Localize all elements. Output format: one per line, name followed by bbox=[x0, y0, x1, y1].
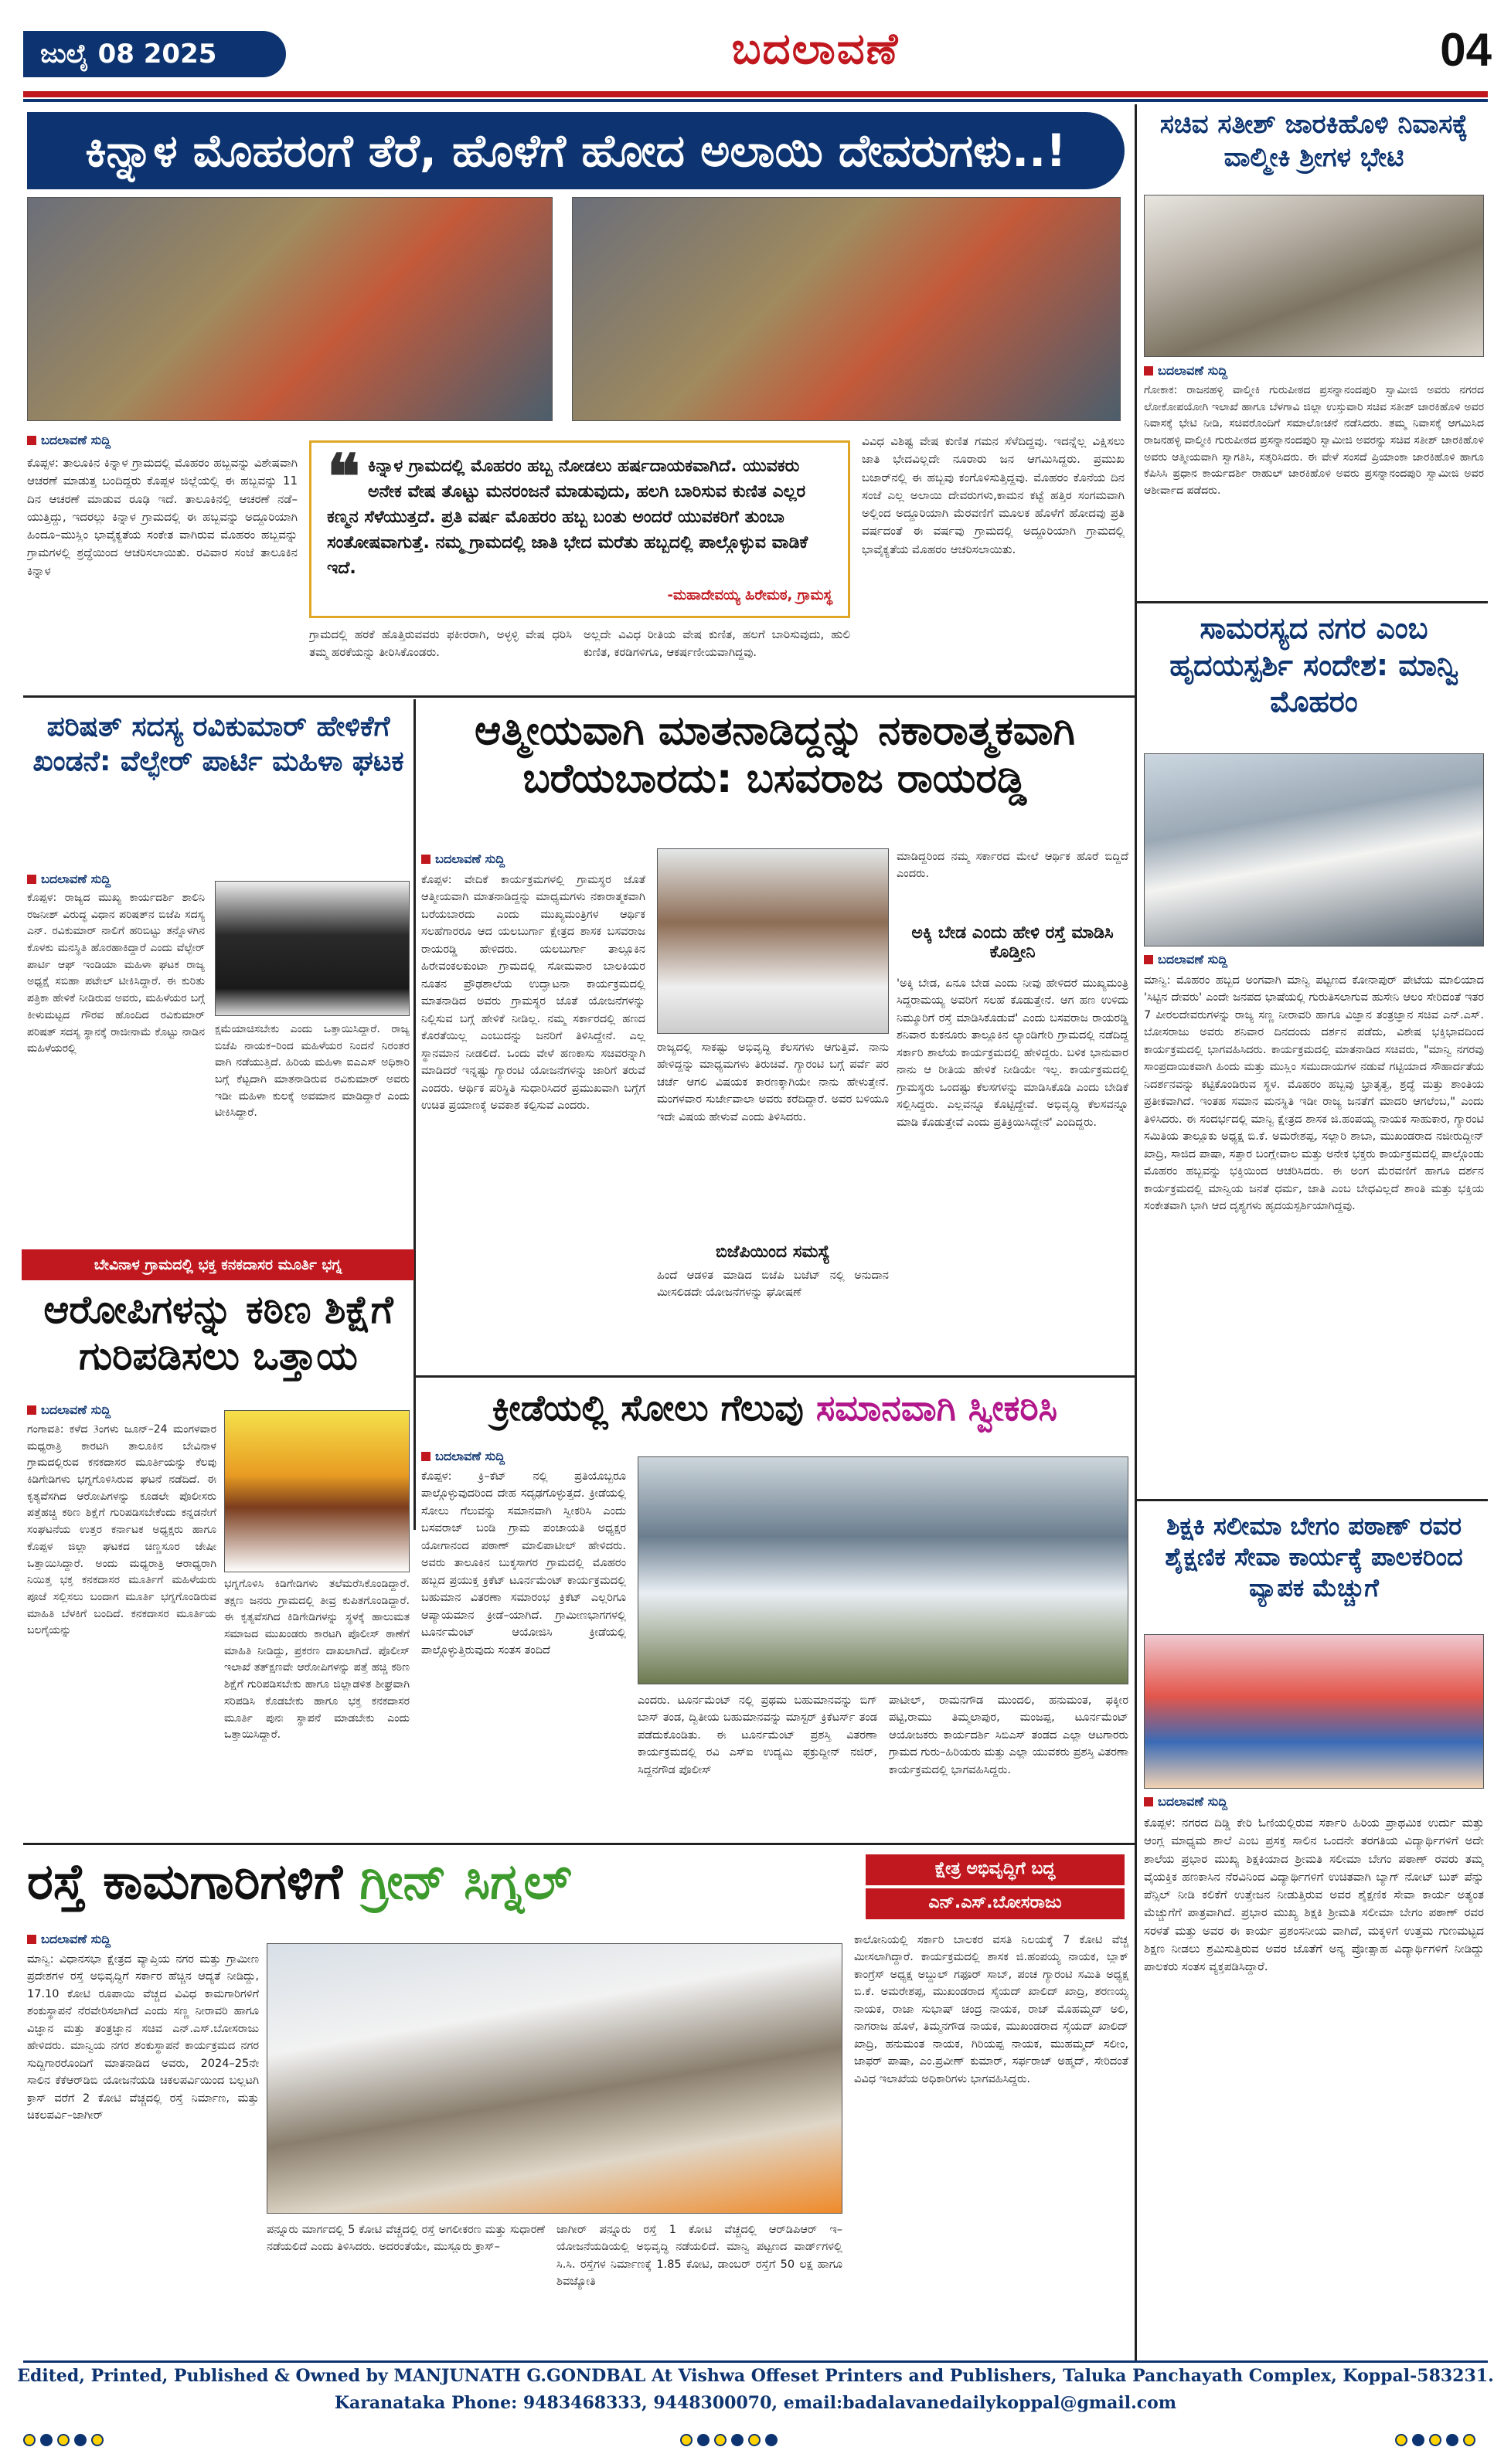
quote-text: ಕಿನ್ನಾಳ ಗ್ರಾಮದಲ್ಲಿ ಮೊಹರಂ ಹಬ್ಬ ನೋಡಲು ಹರ್ಷದಾಯಕವಾಗಿದೆ. ಯುವಕರು ಅನೇಕ ವೇಷ ತೊಟ್ಟು ಮನರಂಜನೆ ಮಾಡುವುದು, ಹಲಗಿ ಬಾರಿಸುವ ಕುಣಿತ ಎಲ್ಲರ ಕಣ್ಮನ ಸೆಳೆಯುತ್ತದೆ. ಪ್ರತಿ ವರ್ಷ ಮೊಹರಂ ಹಬ್ಬ ಬಂತು ಅಂದರೆ ಯುವಕರಿಗೆ ತುಂಬಾ ಸಂತೋಷವಾಗುತ್ತೆ. ನಮ್ಮ ಗ್ರಾಮದಲ್ಲಿ ಜಾತಿ ಭೇದ ಮರೆತು ಹಬ್ಬದಲ್ಲಿ ಪಾಲ್ಗೊಳ್ಳುವ ವಾಡಿಕೆ ಇದೆ. bbox=[327, 457, 808, 578]
quote-box bbox=[309, 440, 850, 618]
lead-headline-text: ಕಿನ್ನಾಳ ಮೊಹರಂಗೆ ತೆರೆ, ಹೊಳೆಗೆ ಹೋದ ಅಲಾಯಿ ದೇವರುಗಳು..! bbox=[85, 124, 1067, 177]
rayareddy-body1: ಕೊಪ್ಪಳ: ವೇದಿಕೆ ಕಾರ್ಯಕ್ರಮಗಳಲ್ಲಿ ಗ್ರಾಮಸ್ಥರ ಜೊತೆ ಆತ್ಮೀಯವಾಗಿ ಮಾತನಾಡಿದ್ದನ್ನು ಮಾಧ್ಯಮಗಳು ನಕಾರಾತ್ಮಕವಾಗಿ ಬರೆಯಬಾರದು ಎಂದು ಮುಖ್ಯಮಂತ್ರಿಗಳ ಆರ್ಥಿಕ ಸಲಹೆಗಾರರೂ ಆದ ಯಲಬುರ್ಗಾ ಕ್ಷೇತ್ರದ ಶಾಸಕ ಬಸವರಾಜ ರಾಯರಡ್ಡಿ ಹೇಳಿದರು. ಯಲಬುರ್ಗಾ ತಾಲ್ಲೂಕಿನ ಹಿರೇವಂಕಲಕುಂಟಾ ಗ್ರಾಮದಲ್ಲಿ ಸೋಮವಾರ ಬಾಲಕಿಯರ ನೂತನ ಪ್ರೌಢಶಾಲೆಯ ಉದ್ಘಾಟನಾ ಕಾರ್ಯಕ್ರಮದಲ್ಲಿ ಮಾತನಾಡಿದ ಅವರು ಗ್ರಾಮಸ್ಥರ ಜೊತೆ ಯೋಜನೆಗಳನ್ನು ನಿಲ್ಲಿಸುವ ಬಗ್ಗೆ ಹೇಳಿಕೆ ನೀಡಿಲ್ಲ. ನಮ್ಮ ಸರ್ಕಾರದಲ್ಲಿ ಹಣದ ಕೊರತೆಯಿಲ್ಲ ಎಂಬುದನ್ನು ಜನರಿಗೆ ತಿಳಿಸಿದ್ದೇನೆ. ಎಲ್ಲ ಸ್ಥಾನಮಾನ ನೀಡಲಿದೆ. ಒಂದು ವೇಳೆ ಹಣಕಾಸು ಸಚಿವರನ್ನಾಗಿ ಮಾಡಿದರೆ ಇನ್ನಷ್ಟು ಗ್ಯಾರಂಟಿ ಯೋಜನೆಗಳನ್ನು ಜಾರಿಗೆ ತರುವೆ ಎಂದರು. ಆರ್ಥಿಕ ಪರಿಸ್ಥಿತಿ ಸುಧಾರಿಸಿದರೆ ಪ್ರಮುಖವಾಗಿ ಬಗ್ಗೆಗೆ ಉಚಿತ ಪ್ರಯಾಣಕ್ಕೆ ಅವಕಾಶ ಕಲ್ಪಿಸುವೆ ಎಂದರು. bbox=[421, 874, 645, 1113]
masthead: ಬದಲಾವಣೆ bbox=[731, 23, 900, 74]
lead-headline bbox=[27, 112, 1125, 189]
dot-icon bbox=[714, 2434, 727, 2446]
date-banner bbox=[23, 31, 286, 77]
dot-icon bbox=[765, 2434, 778, 2446]
rayareddy-subhead2: ಅಕ್ಕಿ ಬೇಡ ಎಂದು ಹೇಳಿ ರಸ್ತೆ ಮಾಡಿಸಿ ಕೊಡ್ತೀನಿ bbox=[911, 923, 1114, 962]
rayareddy-body5: 'ಅಕ್ಕಿ ಬೇಡ, ಏನೂ ಬೇಡ ಎಂದು ನೀವು ಹೇಳಿದರೆ ಮುಖ್ಯಮಂತ್ರಿ ಸಿದ್ದರಾಮಯ್ಯ ಅವರಿಗೆ ಸಲಹೆ ಕೊಡುತ್ತೇನೆ. ಆಗ ಹಣ ಉಳಿದು ನಿಮ್ಮೂರಿಗೆ ರಸ್ತೆ ಮಾಡಿಸಿಕೊಡುವೆ' ಎಂದು ಬಸವರಾಜ ರಾಯರಡ್ಡಿ ಶನಿವಾರ ಕುಕನೂರು ತಾಲ್ಲೂಕಿನ ಲ್ಯಾಂಡಿಗೇರಿ ಗ್ರಾಮದಲ್ಲಿ ನಡೆದಿದ್ದ ಸರ್ಕಾರಿ ಶಾಲೆಯ ಕಾರ್ಯಕ್ರಮದಲ್ಲಿ ಹೇಳಿದ್ದರು. ಬಳಿಕ ಭಾನುವಾರ ನಾನು ಆ ರೀತಿಯ ಹೇಳಿಕೆ ನೀಡಿಯೇ ಇಲ್ಲ. ಕಾರ್ಯಕ್ರಮದಲ್ಲಿ ಗ್ರಾಮಸ್ಥರು ಒಂದಷ್ಟು ಕೆಲಸಗಳನ್ನು ಮಾಡಿಸಿಕೊಡಿ ಎಂದು ಬೇಡಿಕೆ ಸಲ್ಲಿಸಿದ್ದರು. ಎಲ್ಲವನ್ನೂ ಕೊಟ್ಟಿದ್ದೇವೆ. ಅಭಿವೃದ್ಧಿ ಕೆಲಸವನ್ನೂ ಮಾಡಿ ಕೊಡುತ್ತೇವೆ ಎಂದು ಪ್ರತಿಕ್ರಿಯಿಸಿದ್ದೇನೆ' ಎಂದಿದ್ದರು. bbox=[897, 977, 1128, 1129]
imprint-footer bbox=[0, 2363, 1511, 2432]
road-headline bbox=[27, 1853, 862, 1922]
sports-headline bbox=[421, 1387, 1128, 1441]
imprint-line-1: Edited, Printed, Published & Owned by MANJUNATH G.GONDBAL At Vishwa Offeset Printers and Publishers, Taluka Panchayath Complex, Koppal-583231. bbox=[17, 2366, 1494, 2386]
dot-icon bbox=[1446, 2434, 1458, 2446]
quote-author: -ಮಹಾದೇವಯ್ಯ ಹಿರೇಮಠ, ಗ್ರಾಮಸ್ಥ bbox=[667, 587, 832, 603]
right2-photo bbox=[1144, 753, 1484, 947]
header-rule-blue bbox=[23, 99, 1488, 102]
footer-dots-right bbox=[1395, 2434, 1475, 2452]
section-divider bbox=[1136, 1499, 1488, 1501]
council-headline: ಪರಿಷತ್ ಸದಸ್ಯ ರವಿಕುಮಾರ್ ಹೇಳಿಕೆಗೆ ಖಂಡನೆ: ವೆಲ್ಫೇರ್ ಪಾರ್ಟಿ ಮಹಿಳಾ ಘಟಕ bbox=[32, 711, 404, 777]
rayareddy-body3: ಹಿಂದೆ ಆಡಳಿತ ಮಾಡಿದ ಬಿಜೆಪಿ ಬಜೆಟ್ ನಲ್ಲಿ ಅನುದಾನ ಮೀಸಲಿಡದೇ ಯೋಜನೆಗಳನ್ನು ಘೋಷಣೆ bbox=[657, 1269, 889, 1300]
rayareddy-photo bbox=[657, 848, 889, 1034]
road-body2: ಪನ್ನೂರು ಮಾರ್ಗದಲ್ಲಿ 5 ಕೋಟಿ ವೆಚ್ಚದಲ್ಲಿ ರಸ್ತೆ ಅಗಲೀಕರಣ ಮತ್ತು ಸುಧಾರಣೆ ನಡೆಯಲಿದೆ ಎಂದು ತಿಳಿಸಿದರು. ಅದರಂತೆಯೇ, ಮುಸ್ಲೂರು ಕ್ರಾಸ್– bbox=[267, 2224, 545, 2254]
byline: ಬದಲಾವಣೆ ಸುದ್ದಿ bbox=[1144, 1794, 1227, 1810]
council-photo bbox=[215, 881, 410, 1016]
byline: ಬದಲಾವಣೆ ಸುದ್ದಿ bbox=[421, 851, 505, 867]
road-headline-part2: ಗ್ರೀನ್ ಸಿಗ್ನಲ್ bbox=[359, 1854, 572, 1911]
road-tag-2: ಎನ್.ಎಸ್.ಬೋಸರಾಜು bbox=[866, 1888, 1125, 1919]
byline: ಬದಲಾವಣೆ ಸುದ್ದಿ bbox=[27, 1402, 111, 1418]
quote-mark-icon: ❝ bbox=[327, 440, 361, 513]
page-number: 04 bbox=[1440, 24, 1492, 76]
byline: ಬದಲಾವಣೆ ಸುದ್ದಿ bbox=[1144, 363, 1227, 379]
sports-body3: ಪಾಟೀಲ್, ರಾಮನಗೌಡ ಮುಂದಲಿ, ಹನುಮಂತ, ಫಕ್ಕೀರ ಪಟ್ಟಿ,ರಾಮು ತಿಮ್ಮಲಾಪುರ, ಮಂಜಪ್ಪ, ಟೂರ್ನಮೆಂಟ್ ಆಯೋಜಕರು ಕಾರ್ಯದರ್ಶಿ ಸಿಬಿಎಸ್ ತಂಡದ ಎಲ್ಲಾ ಆಟಗಾರರು ಗ್ರಾಮದ ಗುರು–ಹಿರಿಯರು ಮತ್ತು ಎಲ್ಲಾ ಯುವಕರು ಪ್ರಶಸ್ತಿ ವಿತರಣಾ ಕಾರ್ಯಕ್ರಮದಲ್ಲಿ ಭಾಗವಹಿಸಿದ್ದರು. bbox=[889, 1694, 1128, 1776]
sports-body2: ಎಂದರು. ಟೂರ್ನಮೆಂಟ್ ನಲ್ಲಿ ಪ್ರಥಮ ಬಹುಮಾನವನ್ನು ಬಿಗ್ ಬಾಸ್ ತಂಡ, ದ್ವಿತೀಯ ಬಹುಮಾನವನ್ನು ಮಾಸ್ಟರ್ ಕ್ರಿಕೆಟರ್ಸ್ ತಂಡ ಪಡೆದುಕೊಂಡಿತು. ಈ ಟೂರ್ನಮೆಂಟ್ ಪ್ರಶಸ್ತಿ ವಿತರಣಾ ಕಾರ್ಯಕ್ರಮದಲ್ಲಿ ರವಿ ಎಸ್ಐ ಉದ್ಯಮಿ ಫಕ್ರುದ್ದೀನ್ ನಜಿರ್, ಸಿದ್ದನಗೌಡ ಪೊಲೀಸ್ bbox=[638, 1694, 877, 1776]
byline: ಬದಲಾವಣೆ ಸುದ್ದಿ bbox=[421, 1449, 505, 1464]
road-photo bbox=[267, 1943, 842, 2214]
dot-icon bbox=[1395, 2434, 1407, 2446]
dot-icon bbox=[91, 2434, 104, 2446]
lead-photo-left bbox=[27, 197, 553, 421]
statue-photo bbox=[224, 1410, 410, 1572]
road-tag-1: ಕ್ಷೇತ್ರ ಅಭಿವೃದ್ಧಿಗೆ ಬದ್ಧ bbox=[866, 1854, 1125, 1885]
right1-headline: ಸಚಿವ ಸತೀಶ್ ಜಾರಕಿಹೊಳಿ ನಿವಾಸಕ್ಕೆ ವಾಲ್ಮೀಕಿ ಶ್ರೀಗಳ ಭೇಟಿ bbox=[1159, 109, 1468, 173]
sports-headline-part2: ಸಮಾನವಾಗಿ ಸ್ವೀಕರಿಸಿ bbox=[815, 1387, 1058, 1429]
byline: ಬದಲಾವಣೆ ಸುದ್ದಿ bbox=[27, 433, 111, 448]
section-divider bbox=[23, 695, 1135, 698]
dot-icon bbox=[731, 2434, 744, 2446]
sports-headline-part1: ಕ್ರೀಡೆಯಲ್ಲಿ ಸೋಲು ಗೆಲುವು bbox=[492, 1387, 816, 1429]
right1-body: ಗೋಕಾಕ: ರಾಜನಹಳ್ಳಿ ವಾಲ್ಮೀಕಿ ಗುರುಪೀಠದ ಪ್ರಸನ್ನಾನಂದಪುರಿ ಸ್ವಾಮೀಜಿ ಅವರು ನಗರದ ಲೋಕೋಪಯೋಗಿ ಇಲಾಖೆ ಹಾಗೂ ಬೆಳಗಾವಿ ಜಿಲ್ಲಾ ಉಸ್ತುವಾರಿ ಸಚಿವ ಸತೀಶ್ ಜಾರಕಿಹೊಳಿ ಅವರ ನಿವಾಸಕ್ಕೆ ಭೇಟಿ ನೀಡಿ, ಸಚಿವರೊಂದಿಗೆ ಸಮಾಲೋಚನೆ ನಡೆಸಿದರು. ತಮ್ಮ ನಿವಾಸಕ್ಕೆ ಆಗಮಿಸಿದ ರಾಜನಹಳ್ಳಿ ವಾಲ್ಮೀಕಿ ಗುರುಪೀಠದ ಪ್ರಸನ್ನಾನಂದಪುರಿ ಸ್ವಾಮೀಜಿ ಅವರನ್ನು ಸಚಿವ ಸತೀಶ್ ಜಾರಕಿಹೊಳಿ ಅವರು ಆತ್ಮೀಯವಾಗಿ ಸ್ವಾಗತಿಸಿ, ಸತ್ಕರಿಸಿದರು. ಈ ವೇಳೆ ಸಂಸದೆ ಪ್ರಿಯಾಂಕಾ ಜಾರಕಿಹೊಳಿ ಹಾಗೂ ಕೆಪಿಸಿಸಿ ಪ್ರಧಾನ ಕಾರ್ಯದರ್ಶಿ ರಾಹುಲ್ ಜಾರಕಿಹೊಳಿ ಅವರು ಪ್ರಸನ್ನಾನಂದಪುರಿ ಸ್ವಾಮೀಜಿ ಅವರ ಆಶೀರ್ವಾದ ಪಡೆದರು. bbox=[1144, 384, 1484, 498]
section-divider bbox=[1136, 601, 1488, 603]
lead-body-col3: ಅಲ್ಲದೇ ವಿವಿಧ ರೀತಿಯ ವೇಷ ಕುಣಿತ, ಹಲಗೆ ಬಾರಿಸುವುದು, ಹುಲಿ ಕುಣಿತ, ಕರಡಿಗಳಿಗೂ, ಆಕರ್ಷಣೀಯವಾಗಿದ್ದವು. bbox=[584, 627, 850, 660]
council-body2: ಕ್ಷಮೆಯಾಚಿಸಬೇಕು ಎಂದು ಒತ್ತಾಯಿಸಿದ್ದಾರೆ. ರಾಜ್ಯ ಬಿಜೆಪಿ ನಾಯಕ–ರಿಂದ ಮಹಿಳೆಯರ ನಿಂದನೆ ನಿರಂತರ ವಾಗಿ ನಡೆಯುತ್ತಿದೆ. ಹಿರಿಯ ಮಹಿಳಾ ಐಎಎಸ್ ಅಧಿಕಾರಿ ಬಗ್ಗೆ ಕೆಟ್ಟದಾಗಿ ಮಾತನಾಡಿರುವ ರವಿಕುಮಾರ್ ಅವರು ಇಡೀ ಮಹಿಳಾ ಕುಲಕ್ಕೆ ಅವಮಾನ ಮಾಡಿದ್ದಾರೆ ಎಂದು ಟೀಕಿಸಿದ್ದಾರೆ. bbox=[215, 1023, 410, 1120]
footer-dots-left bbox=[23, 2434, 104, 2452]
issue-date: ಜುಲೈ 08 2025 bbox=[40, 39, 217, 70]
dot-icon bbox=[57, 2434, 70, 2446]
rayareddy-body4: ಮಾಡಿದ್ದರಿಂದ ನಮ್ಮ ಸರ್ಕಾರದ ಮೇಲೆ ಆರ್ಥಿಕ ಹೊರೆ ಬಿದ್ದಿದೆ ಎಂದರು. bbox=[897, 851, 1128, 881]
statue-strip: ಬೇವಿನಾಳ ಗ್ರಾಮದಲ್ಲಿ ಭಕ್ತ ಕನಕದಾಸರ ಮೂರ್ತಿ ಭಗ್ನ bbox=[22, 1249, 414, 1280]
column-divider bbox=[1135, 104, 1137, 2360]
right2-body: ಮಾನ್ವಿ: ಮೊಹರಂ ಹಬ್ಬದ ಅಂಗವಾಗಿ ಮಾನ್ವಿ ಪಟ್ಟಣದ ಕೋನಾಪುರ್ ಪೇಟೆಯ ಮಾಲಿಯಾದ 'ಸಿಟ್ಟಿನ ದೇವರು' ಎಂದೇ ಜನಪದ ಭಾಷೆಯಲ್ಲಿ ಗುರುತಿಸಲಾಗುವ ಹುಸೇನಿ ಆಲಂ ಸೇರಿದಂತೆ ಇತರ 7 ಪೀರಲದೇವರುಗಳನ್ನು ರಾಜ್ಯ ಸಣ್ಣ ನೀರಾವರಿ ಹಾಗೂ ವಿಜ್ಞಾನ ತಂತ್ರಜ್ಞಾನ ಸಚಿವ ಎನ್.ಎಸ್. ಬೋಸರಾಜು ಅವರು ಶನಿವಾರ ದಿನದಂದು ದರ್ಶನ ಪಡೆದು, ವಿಶೇಷ ಭಕ್ತಿಭಾವದಿಂದ ಕಾರ್ಯಕ್ರಮದಲ್ಲಿ ಭಾಗವಹಿಸಿದರು. ಕಾರ್ಯಕ್ರಮದಲ್ಲಿ ಮಾತನಾಡಿದ ಸಚಿವರು, "ಮಾನ್ವಿ ನಗರವು ಸಾಂಪ್ರದಾಯಿಕವಾಗಿ ಹಿಂದು ಮತ್ತು ಮುಸ್ಲಿಂ ಸಮುದಾಯಗಳ ನಡುವೆ ಗಟ್ಟಿಯಾದ ಸೌಹಾರ್ದತೆಯ ನಿದರ್ಶನವನ್ನು ಕಟ್ಟಿಕೊಂಡಿರುವ ಸ್ಥಳ. ಮೊಹರಂ ಹಬ್ಬವು ಭ್ರಾತೃತ್ವ, ಶ್ರದ್ಧೆ ಮತ್ತು ಶಾಂತಿಯ ಪ್ರತೀಕವಾಗಿದೆ. ಇಂತಹ ಸಮಾನ ಮನಸ್ಥಿತಿ ಇಡೀ ರಾಜ್ಯ ಜನತೆಗೆ ಮಾದರಿ ಆಗಲೆಂಬ," ಎಂದು ತಿಳಿಸಿದರು. ಈ ಸಂದರ್ಭದಲ್ಲಿ ಮಾನ್ವಿ ಕ್ಷೇತ್ರದ ಶಾಸಕ ಜಿ.ಹಂಪಯ್ಯ ನಾಯಕ ಸಾಹುಕಾರ, ಗ್ಯಾರಂಟಿ ಸಮಿತಿಯ ತಾಲ್ಲೂಕು ಅಧ್ಯಕ್ಷ ಬಿ.ಕೆ. ಅಮರೇಶಪ್ಪ, ಸಲ್ಲಾರಿ ಶಾಬಾ, ಮುಖಂಡರಾದ ನಜೀರುದ್ದೀನ್ ಖಾದ್ರಿ, ಸಾಜಿದ ಪಾಷಾ, ಸತ್ತಾರ ಬಂಗ್ಲೇವಾಲ ಮತ್ತು ಅನೇಕ ಭಕ್ತರು ಕಾರ್ಯಕ್ರಮದಲ್ಲಿ ಪಾಲ್ಗೊಂಡು ಮೊಹರಂ ಹಬ್ಬವನ್ನು ಭಕ್ತಿಯಿಂದ ಆಚರಿಸಿದರು. ಈ ಅಂಗ ಮೆರವಣಿಗೆ ಹಾಗೂ ದರ್ಶನ ಕಾರ್ಯಕ್ರಮದಲ್ಲಿ ಮಾನ್ವಿಯ ಜನತೆ ಧರ್ಮ, ಜಾತಿ ಎಂಬ ಬೇಧವಿಲ್ಲದೆ ಶಾಂತಿ ಮತ್ತು ಭಕ್ತಿಯ ಸಂಕೇತವಾಗಿ ಭಾಗಿ ಆದ ದೃಶ್ಯಗಳು ಹೃದಯಸ್ಪರ್ಶಿಯಾಗಿದ್ದವು. bbox=[1144, 974, 1484, 1213]
dot-icon bbox=[74, 2434, 87, 2446]
road-body1: ಮಾನ್ವಿ: ವಿಧಾನಸಭಾ ಕ್ಷೇತ್ರದ ವ್ಯಾಪ್ತಿಯ ನಗರ ಮತ್ತು ಗ್ರಾಮೀಣ ಪ್ರದೇಶಗಳ ರಸ್ತೆ ಅಭಿವೃದ್ಧಿಗೆ ಸರ್ಕಾರ ಹೆಚ್ಚಿನ ಆದ್ಯತೆ ನೀಡಿದ್ದು, 17.10 ಕೋಟಿ ರೂಪಾಯಿ ವೆಚ್ಚದ ವಿವಿಧ ಕಾಮಗಾರಿಗಳಿಗೆ ಶಂಕುಸ್ಥಾಪನೆ ನೆರವೇರಿಸಲಾಗಿದೆ ಎಂದು ಸಣ್ಣ ನೀರಾವರಿ ಹಾಗೂ ವಿಜ್ಞಾನ ಮತ್ತು ತಂತ್ರಜ್ಞಾನ ಸಚಿವ ಎನ್.ಎಸ್.ಬೋಸರಾಜು ಹೇಳಿದರು. ಮಾನ್ವಿಯ ನಗರ ಶಂಕುಸ್ಥಾಪನೆ ಕಾರ್ಯಕ್ರಮದ ನಗರ ಸುದ್ದಿಗಾರರೊಂದಿಗೆ ಮಾತನಾಡಿದ ಅವರು, 2024–25ನೇ ಸಾಲಿನ ಕೆಕೆಆರ್‌ಡಿಬಿ ಯೋಜನೆಯಡಿ ಚಿಕಲಪರ್ವಿಯಿಂದ ಬಲ್ಲಟಗಿ ಕ್ರಾಸ್ ವರೆಗೆ 2 ಕೋಟಿ ವೆಚ್ಚದಲ್ಲಿ ರಸ್ತೆ ನಿರ್ಮಾಣ, ಮತ್ತು ಚಿಕಲಪರ್ವಿ–ಜಾಗೀರ್ bbox=[27, 1953, 259, 2122]
dot-icon bbox=[23, 2434, 36, 2446]
section-divider bbox=[23, 1843, 1135, 1845]
statue-body2: ಭಗ್ನಗೊಳಿಸಿ ಕಿಡಿಗೇಡಿಗಳು ತಲೆಮರೆಸಿಕೊಂಡಿದ್ದಾರೆ. ತಕ್ಷಣ ಜನರು ಗ್ರಾಮದಲ್ಲಿ ತೀವ್ರ ಕುಪಿತಗೊಂಡಿದ್ದಾರೆ. ಈ ಕೃತ್ಯವೆಸಗಿದ ಕಿಡಿಗೇಡಿಗಳನ್ನು ಸ್ಥಳಕ್ಕೆ ಹಾಲುಮತ ಸಮಾಜದ ಮುಖಂಡರು ಕಾರಟಗಿ ಪೊಲೀಸ್ ಠಾಣೆಗೆ ಮಾಹಿತಿ ನೀಡಿದ್ದು, ಪ್ರಕರಣ ದಾಖಲಾಗಿದೆ. ಪೊಲೀಸ್ ಇಲಾಖೆ ತತ್ಕ್ಷಣವೇ ಆರೋಪಿಗಳನ್ನು ಪತ್ತೆ ಹಚ್ಚಿ ಕಠಿಣ ಶಿಕ್ಷೆಗೆ ಗುರಿಪಡಿಸಬೇಕು ಹಾಗೂ ಜಿಲ್ಲಾಡಳಿತ ಶೀಘ್ರವಾಗಿ ಸರಿಪಡಿಸಿ ಕೊಡಬೇಕು ಹಾಗೂ ಭಕ್ತ ಕನಕದಾಸರ ಮೂರ್ತಿ ಪುನಃ ಸ್ಥಾಪನೆ ಮಾಡಬೇಕು ಎಂದು ಒತ್ತಾಯಿಸಿದ್ದಾರೆ. bbox=[224, 1578, 410, 1742]
right1-photo bbox=[1144, 195, 1484, 357]
byline: ಬದಲಾವಣೆ ಸುದ್ದಿ bbox=[27, 1932, 111, 1947]
statue-body: ಗಂಗಾವತಿ: ಕಳೆದ 3ಂಗಳು ಜೂನ್–24 ಮಂಗಳವಾರ ಮಧ್ಯರಾತ್ರಿ ಕಾರಟಗಿ ತಾಲೂಕಿನ ಬೇವಿನಾಳ ಗ್ರಾಮದಲ್ಲಿರುವ ಕನಕದಾಸರ ಮೂರ್ತಿಯನ್ನು ಕೆಲವು ಕಿಡಿಗೇಡಿಗಳು ಭಗ್ನಗೊಳಿಸಿರುವ ಘಟನೆ ನಡೆದಿದೆ. ಈ ಕೃತ್ಯವೆಸಗಿದ ಆರೋಪಿಗಳನ್ನು ಕೂಡಲೇ ಪೊಲೀಸರು ಪತ್ತೆಹಚ್ಚಿ ಕಠಿಣ ಶಿಕ್ಷೆಗೆ ಗುರಿಪಡಿಸಬೇಕೆಂದು ಕನ್ನಡನೇಗೆ ಸಂಘಟನೆಯ ಉತ್ತರ ಕರ್ನಾಟಕ ಅಧ್ಯಕ್ಷರು ಹಾಗೂ ಕೊಪ್ಪಳ ಜಿಲ್ಲಾ ಘಟಕದ ಚಿಣ್ಣಸೂರ ಜೇಷೀ ಒತ್ತಾಯಿಸಿದ್ದಾರೆ. ಅಂದು ಮಧ್ಯರಾತ್ರಿ ಆರಾಧ್ಯರಾಗಿ ನಿಯಿತ್ತ ಭಕ್ತ ಕನಕದಾಸರ ಮೂರ್ತಿಗೆ ಮಹಿಳೆಯರು ಪೂಜೆ ಸಲ್ಲಿಸಲು ಬಂದಾಗ ಮೂರ್ತಿ ಭಗ್ನಗೊಂಡಿರುವ ಮಾಹಿತಿ ಬೆಳಕಿಗೆ ಬಂದಿದೆ. ಕನಕದಾಸರ ಮೂರ್ತಿಯ ಬಲಗೈಯನ್ನು bbox=[27, 1423, 216, 1637]
imprint-line-2: Karanataka Phone: 9483468333, 9448300070, email:badalavanedailykoppal@gmail.com bbox=[334, 2393, 1177, 2414]
footer-dots-center bbox=[680, 2434, 778, 2452]
dot-icon bbox=[40, 2434, 53, 2446]
lead-body-col1: ಕೊಪ್ಪಳ: ತಾಲೂಕಿನ ಕಿನ್ನಾಳ ಗ್ರಾಮದಲ್ಲಿ ಮೊಹರಂ ಹಬ್ಬವನ್ನು ವಿಶೇಷವಾಗಿ ಆಚರಣೆ ಮಾಡುತ್ತ ಬಂದಿದ್ದರು ಕೊಪ್ಪಳ ಜಿಲ್ಲೆಯಲ್ಲಿ ಈ ಹಬ್ಬವನ್ನು 11 ದಿನ ಆಚರಣೆ ಮಾಡುವ ರೂಢಿ ಇದೆ. ತಾಲೂಕಿನಲ್ಲಿ ಆಚರಣೆ ನಡೆ–ಯುತ್ತಿದ್ದು, ಇದರಲ್ಲು ಕಿನ್ನಾಳ ಗ್ರಾಮದಲ್ಲಿ ಈ ಹಬ್ಬವನ್ನು ಅದ್ದೂರಿಯಾಗಿ ಹಿಂದೂ–ಮುಸ್ಲಿಂ ಭಾವೈಕ್ಯತೆಯ ಸಂಕೇತ ವಾಗಿರುವ ಮೊಹರಂ ಹಬ್ಬವನ್ನು ಗ್ರಾಮಗಳಲ್ಲಿ ಶ್ರದ್ಧೆಯಿಂದ ಆಚರಿಸಲಾಯಿತು. ರವಿವಾರ ಸಂಜೆ ತಾಲೂಕಿನ ಕಿನ್ನಾಳ bbox=[27, 456, 298, 578]
rayareddy-body2: ರಾಜ್ಯದಲ್ಲಿ ಸಾಕಷ್ಟು ಅಭಿವೃದ್ಧಿ ಕೆಲಸಗಳು ಆಗುತ್ತಿವೆ. ನಾನು ಹೇಳಿದ್ದನ್ನು ಮಾಧ್ಯಮಗಳು ತಿರುಚಿವೆ. ಗ್ಯಾರಂಟಿ ಬಗ್ಗೆ ಪರ್ವೆ ಪರ ಚರ್ಚೆ ಆಗಲಿ ವಿಷಯಕ ಕಾರಣಕ್ಕಾಗಿಯೇ ನಾನು ಹೇಳುತ್ತೇನೆ. ಮಂಗಳವಾರ ಸುರ್ಜೇವಾಲಾ ಅವರು ಕರೆದಿದ್ದಾರೆ. ಅವರ ಬಳಿಯೂ ಇದೇ ವಿಷಯ ಹೇಳುವೆ ಎಂದು ತಿಳಿಸಿದರು. bbox=[657, 1042, 889, 1123]
rayareddy-headline: ಆತ್ಮೀಯವಾಗಿ ಮಾತನಾಡಿದ್ದನ್ನು ನಕಾರಾತ್ಮಕವಾಗಿ ಬರೆಯಬಾರದು: ಬಸವರಾಜ ರಾಯರಡ್ಡಿ bbox=[475, 708, 1075, 803]
dot-icon bbox=[1463, 2434, 1475, 2446]
sports-body1: ಕೊಪ್ಪಳ: ಕ್ರಿ–ಕೆಟ್ ನಲ್ಲಿ ಪ್ರತಿಯೊಬ್ಬರೂ ಪಾಲ್ಗೊಳ್ಳುವುದರಿಂದ ದೇಹ ಸದೃಢಗೊಳ್ಳುತ್ತದೆ. ಕ್ರೀಡೆಯಲ್ಲಿ ಸೋಲು ಗೆಲುವನ್ನು ಸಮಾನವಾಗಿ ಸ್ವೀಕರಿಸಿ ಎಂದು ಬಸವರಾಜ್ ಬಂಡಿ ಗ್ರಾಮ ಪಂಚಾಯತಿ ಅಧ್ಯಕ್ಷರ ಯೋಗಾನಂದ ಪಠಾಣ್ ಮಾಲಿಪಾಟೀಲ್ ಹೇಳಿದರು. ಅವರು ತಾಲೂಕಿನ ಬುಕ್ಕಸಾಗರ ಗ್ರಾಮದಲ್ಲಿ ಮೊಹರಂ ಹಬ್ಬದ ಪ್ರಯುಕ್ತ ಕ್ರಿಕೆಟ್ ಟೂರ್ನಮೆಂಟ್ ಕಾರ್ಯಕ್ರಮದಲ್ಲಿ ಬಹುಮಾನ ವಿತರಣಾ ಸಮಾರಂಭ ಕ್ರಿಕೆಟ್ ಎಲ್ಲರಿಗೂ ಆಪ್ಯಾಯಮಾನ ಕ್ರೀಡೆ–ಯಾಗಿದೆ. ಗ್ರಾಮೀಣಭಾಗಗಳಲ್ಲಿ ಟೂರ್ನಮೆಂಟ್ ಆಯೋಜಿಸಿ ಕ್ರೀಡೆಯಲ್ಲಿ ಪಾಲ್ಗೊಳ್ಳುತ್ತಿರುವುದು ಸಂತಸ ತಂದಿದೆ bbox=[421, 1470, 626, 1657]
column-divider bbox=[413, 699, 416, 1530]
dot-icon bbox=[748, 2434, 761, 2446]
rayareddy-subhead1: ಬಿಜೆಪಿಯಿಂದ ಸಮಸ್ಯೆ bbox=[716, 1242, 830, 1262]
right3-headline: ಶಿಕ್ಷಕಿ ಸಲೀಮಾ ಬೇಗಂ ಪಠಾಣ್ ರವರ ಶೈಕ್ಷಣಿಕ ಸೇವಾ ಕಾರ್ಯಕ್ಕೆ ಪಾಲಕರಿಂದ ವ್ಯಾಪಕ ಮೆಚ್ಚುಗೆ bbox=[1165, 1511, 1463, 1602]
right3-body: ಕೊಪ್ಪಳ: ನಗರದ ದಿಡ್ಡಿ ಕೇರಿ ಓಣಿಯಲ್ಲಿರುವ ಸರ್ಕಾರಿ ಹಿರಿಯ ಪ್ರಾಥಮಿಕ ಉರ್ದು ಮತ್ತು ಆಂಗ್ಲ ಮಾಧ್ಯಮ ಶಾಲೆ ಎಂಬ ಪ್ರಸಕ್ತ ಸಾಲಿನ ಒಂದನೇ ತರಗತಿಯ ವಿದ್ಯಾರ್ಥಿಗಳಿಗೆ ಅದೇ ಶಾಲೆಯ ಪ್ರಭಾರ ಮುಖ್ಯ ಶಿಕ್ಷಕಿಯಾದ ಶ್ರೀಮತಿ ಸಲೀಮಾ ಬೇಗಂ ಪಠಾಣ್ ರವರು ತಮ್ಮ ವೈಯಕ್ತಿಕ ಹಣಕಾಸಿನ ನೆರವಿನಿಂದ ವಿದ್ಯಾರ್ಥಿಗಳಿಗೆ ಉಚಿತವಾಗಿ ಬ್ಯಾಗ್ ನೋಟ್ ಬುಕ್ ಪೆನ್ನು ಪೆನ್ಸಿಲ್ ನೀಡಿ ಕಲಿಕೆಗೆ ಉತ್ತೇಜನ ನೀಡುತ್ತಿರುವ ಅವರ ಶೈಕ್ಷಣಿಕ ಸೇವಾ ಕಾರ್ಯ ಅತ್ಯಂತ ಮೆಚ್ಚುಗೆಗೆ ಪಾತ್ರವಾಗಿದೆ. ಪ್ರಭಾರ ಮುಖ್ಯ ಶಿಕ್ಷಕಿ ಶ್ರೀಮತಿ ಸಲೀಮಾ ಬೇಗಂ ಪಠಾಣ್ ರವರ ಸರಳತೆ ಮತ್ತು ಅವರ ಈ ಕಾರ್ಯ ಪ್ರಶಂಸನೀಯ ವಾಗಿದೆ, ಮಕ್ಕಳಿಗೆ ಉತ್ತಮ ಗುಣಮಟ್ಟದ ಶಿಕ್ಷಣ ನೀಡಲು ಶ್ರಮಿಸುತ್ತಿರುವ ಅವರ ಜೊತೆಗೆ ಅನ್ಯ ಪ್ರೋತ್ಸಾಹ ವಿದ್ಯಾರ್ಥಿಗಳಿಗೆ ನೀಡಿದ್ದು ಪಾಲಕರು ಸಂತಸ ವ್ಯಕ್ತಪಡಿಸಿದ್ದಾರೆ. bbox=[1144, 1816, 1484, 1973]
right2-headline: ಸಾಮರಸ್ಯದ ನಗರ ಎಂಬ ಹೃದಯಸ್ಪರ್ಶಿ ಸಂದೇಶ: ಮಾನ್ವಿ ಮೊಹರಂ bbox=[1169, 611, 1458, 719]
lead-body-col2: ಗ್ರಾಮದಲ್ಲಿ ಹರಕೆ ಹೊತ್ತಿರುವವರು ಫಕೀರರಾಗಿ, ಅಳ್ಳಳ್ಳಿ ವೇಷ ಧರಿಸಿ ತಮ್ಮ ಹರಕೆಯನ್ನು ತೀರಿಸಿಕೊಂಡರು. bbox=[309, 627, 572, 660]
sports-photo bbox=[638, 1456, 1128, 1684]
section-divider bbox=[413, 1375, 1135, 1378]
dot-icon bbox=[697, 2434, 710, 2446]
lead-photo-right bbox=[572, 197, 1121, 421]
dot-icon bbox=[1412, 2434, 1424, 2446]
road-body4: ಕಾಲೋನಿಯಲ್ಲಿ ಸರ್ಕಾರಿ ಬಾಲಕರ ವಸತಿ ನಿಲಯಕ್ಕೆ 7 ಕೋಟಿ ವೆಚ್ಚ ಮೀಸಲಾಗಿದ್ದಾರೆ. ಕಾರ್ಯಕ್ರಮದಲ್ಲಿ ಶಾಸಕ ಜಿ.ಹಂಪಯ್ಯ ನಾಯಕ, ಬ್ಲಾಕ್ ಕಾಂಗ್ರೆಸ್ ಅಧ್ಯಕ್ಷ ಅಬ್ದುಲ್ ಗಫೂರ್ ಸಾಬ್, ಪಂಚ ಗ್ಯಾರಂಟಿ ಸಮಿತಿ ಅಧ್ಯಕ್ಷ ಬಿ.ಕೆ. ಅಮರೇಶಪ್ಪ, ಮುಖಂಡರಾದ ಸೈಯದ್ ಖಾಲಿದ್ ಖಾದ್ರಿ, ಶರಣಯ್ಯ ನಾಯಕ, ರಾಜಾ ಸುಭಾಷ್ ಚಂದ್ರ ನಾಯಕ, ರಾಜ್ ಮೊಹಮ್ಮದ್ ಅಲಿ, ನಾಗರಾಜ ಹೊಳೆ, ತಿಮ್ಮನಗೌಡ ನಾಯಕ, ಮುಖಂಡರಾದ ಸೈಯದ್ ಖಾಲಿದ್ ಖಾದ್ರಿ, ಹನುಮಂತ ನಾಯಕ, ಗಿರಿಯಪ್ಪ ನಾಯಕ, ಮುಹಮ್ಮದ್ ಸಲೀಂ, ಜಾಫರ್ ಪಾಷಾ, ಎಂ.ಪ್ರವೀಣ್ ಕುಮಾರ್, ಸರ್ಫರಾಜ್ ಅಹ್ಮದ್, ಸೇರಿದಂತೆ ವಿವಿಧ ಇಲಾಖೆಯ ಅಧಿಕಾರಿಗಳು ಭಾಗವಹಿಸಿದ್ದರು. bbox=[854, 1934, 1128, 2085]
road-headline-part1: ರಸ್ತೆ ಕಾಮಗಾರಿಗಳಿಗೆ bbox=[27, 1854, 360, 1911]
council-body: ಕೊಪ್ಪಳ: ರಾಜ್ಯದ ಮುಖ್ಯ ಕಾರ್ಯದರ್ಶಿ ಶಾಲಿನಿ ರಜನೀಶ್ ವಿರುದ್ಧ ವಿಧಾನ ಪರಿಷತ್‌ನ ಬಿಜೆಪಿ ಸದಸ್ಯ ಎನ್. ರವಿಕುಮಾರ್ ನಾಲಿಗೆ ಹರಿಬಿಟ್ಟು ತನ್ನೊಳಗಿನ ಕೊಳಕು ಮನಸ್ಥಿತಿ ಹೊರಹಾಕಿದ್ದಾರೆ ಎಂದು ವೆಲ್ಫೇರ್ ಪಾರ್ಟಿ ಆಫ್ ಇಂಡಿಯಾ ಮಹಿಳಾ ಘಟಕ ರಾಜ್ಯ ಅಧ್ಯಕ್ಷೆ ಸಬಿಹಾ ಪಟೇಲ್ ಟೀಕಿಸಿದ್ದಾರೆ. ಈ ಕುರಿತು ಪತ್ರಿಕಾ ಹೇಳಿಕೆ ನೀಡಿರುವ ಅವರು, ಮಹಿಳೆಯರ ಬಗ್ಗೆ ಕೀಳುಮಟ್ಟದ ಗೌರವ ಹೊಂದಿದ ರವಿಕುಮಾರ್ ಪರಿಷತ್ ಸದಸ್ಯ ಸ್ಥಾನಕ್ಕೆ ರಾಜೀನಾಮೆ ಕೊಟ್ಟು ನಾಡಿನ ಮಹಿಳೆಯರಲ್ಲಿ bbox=[27, 892, 205, 1055]
lead-body-col4: ವಿವಿಧ ವಿಶಿಷ್ಟ ವೇಷ ಕುಣಿತ ಗಮನ ಸೆಳೆದಿದ್ದವು. ಇದನ್ನೆಲ್ಲ ವಿಕ್ಷಿಸಲು ಜಾತಿ ಭೇದವಿಲ್ಲದೇ ನೂರಾರು ಜನ ಆಗಮಿಸಿದ್ದರು. ಪ್ರಮುಖ ಬಜಾರ್‌ನಲ್ಲಿ ಈ ಹಬ್ಬವು ಕಂಗೊಳಿಸುತ್ತಿದ್ದವು. ಮೊಹರಂ ಕೊನೆಯ ದಿನ ಸಂಜೆ ಎಲ್ಲ ಅಲಾಯಿ ದೇವರುಗಳು,ಕಾಮನ ಕಟ್ಟೆ ಹತ್ತಿರ ಸಂಗಮವಾಗಿ ಅಲ್ಲಿಂದ ಅದ್ದೂರಿಯಾಗಿ ಮೆರವಣಿಗೆ ಮೂಲಕ ಹೊಳೆಗೆ ಹೋದವು ಪ್ರತಿ ವರ್ಷದಂತೆ ಈ ವರ್ಷವು ಗ್ರಾಮದಲ್ಲಿ ಅದ್ದೂರಿಯಾಗಿ ಗ್ರಾಮದಲ್ಲಿ ಭಾವೈಕ್ಯತೆಯ ಮೊಹರಂ ಆಚರಿಸಲಾಯಿತು. bbox=[862, 434, 1125, 556]
header-rule bbox=[23, 91, 1488, 97]
byline: ಬದಲಾವಣೆ ಸುದ್ದಿ bbox=[1144, 952, 1227, 967]
right3-photo bbox=[1144, 1634, 1484, 1789]
byline: ಬದಲಾವಣೆ ಸುದ್ದಿ bbox=[27, 872, 111, 887]
dot-icon bbox=[1429, 2434, 1441, 2446]
statue-headline: ಆರೋಪಿಗಳನ್ನು ಕಠಿಣ ಶಿಕ್ಷೆಗೆ ಗುರಿಪಡಿಸಲು ಒತ್ತಾಯ bbox=[43, 1287, 393, 1378]
road-body3: ಜಾಗೀರ್ ಪನ್ನೂರು ರಸ್ತೆ 1 ಕೋಟಿ ವೆಚ್ಚದಲ್ಲಿ ಆರ್‌ಡಿಪಿಆರ್ ಇ–ಯೋಜನೆಯಡಿಯಲ್ಲಿ ಅಭಿವೃದ್ಧಿ ನಡೆಯಲಿದೆ. ಮಾನ್ವಿ ಪಟ್ಟಣದ ವಾರ್ಡ್‌ಗಳಲ್ಲಿ ಸಿ.ಸಿ. ರಸ್ತೆಗಳ ನಿರ್ಮಾಣಕ್ಕೆ 1.85 ಕೋಟಿ, ಡಾಂಬರ್ ರಸ್ತೆಗೆ 50 ಲಕ್ಷ ಹಾಗೂ ಶಿವಜ್ಯೋತಿ bbox=[556, 2224, 842, 2289]
dot-icon bbox=[680, 2434, 693, 2446]
